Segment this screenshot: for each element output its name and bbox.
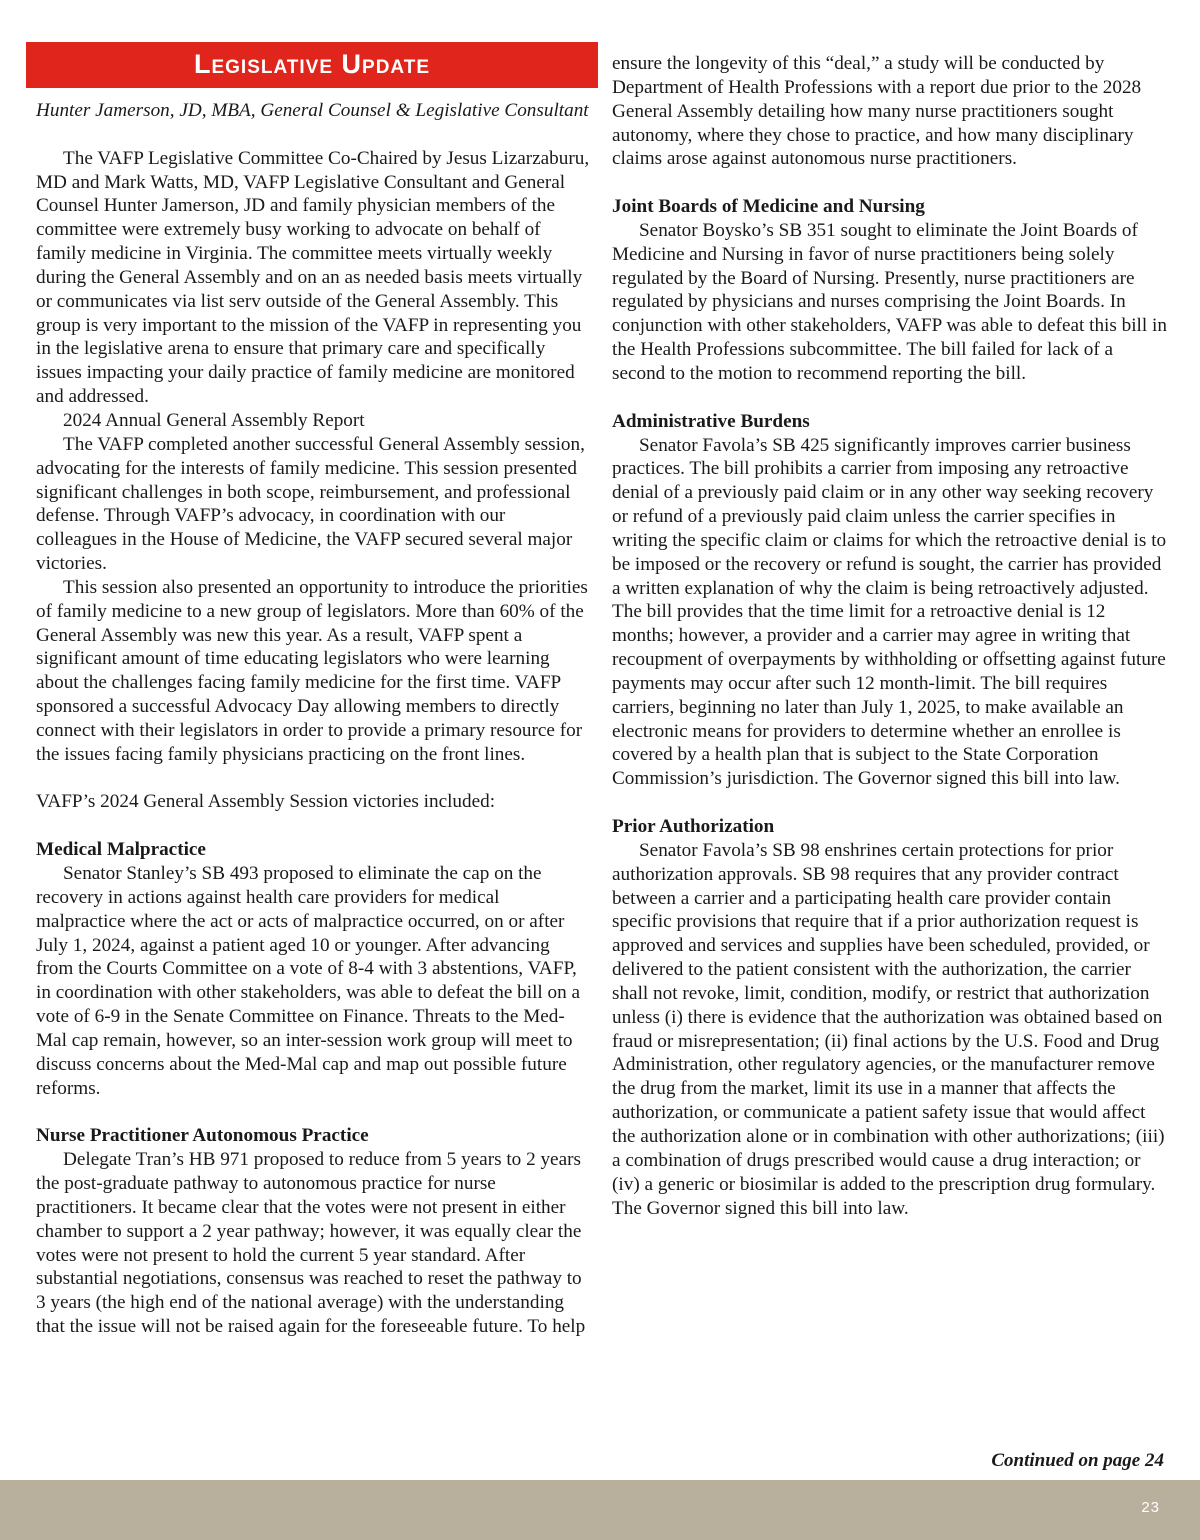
report-title: 2024 Annual General Assembly Report [63, 409, 365, 431]
heading-prior-authorization: Prior Authorization [612, 816, 775, 837]
victories-intro: VAFP’s 2024 General Assembly Session victories included: [36, 791, 496, 813]
heading-joint-boards: Joint Boards of Medicine and Nursing [612, 196, 925, 218]
nurse-practitioner-body-continued: ensure the longevity of this “deal,” a study will be conducted by Department of Health Professions with a report due prior to the 2028 General Assembly detailing how many nurse practitioners sought autonomy, where they chose to practice, and how many disciplinary claims arose against autonomous nurse practitioners. [612, 53, 1142, 170]
malpractice-body: Senator Stanley’s SB 493 proposed to eliminate the cap on the recovery in actions against health care providers for medical malpractice where the act or acts of malpractice occurred, on or after July 1, 2024, against a patient aged 10 or younger. After advancing from the Courts Committee on a vote of 8-4 with 3 abstentions, VAFP, in coordination with other stakeholders, was able to defeat the bill on a vote of 6-9 in the Senate Committee on Finance. Threats to the Med-Mal cap remain, however, so an inter-session work group will meet to discuss concerns about the Med-Mal cap and map out possible future reforms. [36, 863, 581, 1099]
session-paragraph: The VAFP completed another successful General Assembly session, advocating for the interests of family medicine. This session presented significant challenges in both scope, reimbursement, and professional defense. Through VAFP’s advocacy, in coordination with our colleagues in the House of Medicine, the VAFP secured several major victories. [36, 433, 585, 575]
right-column [612, 52, 1167, 1220]
nurse-practitioner-body: Delegate Tran’s HB 971 proposed to reduce from 5 years to 2 years the post-graduate pathway to autonomous practice for nurse practitioners. It became clear that the votes were not present in either chamber to support a 2 year pathway; however, it was equally clear the votes were not present to hold the current 5 year standard. After substantial negotiations, consensus was reached to reset the pathway to 3 years (the high end of the national average) with the understanding that the issue will not be raised again for the foreseeable future. To help [36, 1149, 586, 1338]
page-number: 23 [1141, 1499, 1160, 1516]
page-footer [0, 1480, 1200, 1540]
heading-administrative-burdens: Administrative Burdens [612, 410, 810, 432]
author-byline: Hunter Jamerson, JD, MBA, General Counsel & Legislative Consultant [36, 100, 589, 121]
section-banner: Legislative Update [26, 42, 598, 88]
administrative-burdens-body: Senator Favola’s SB 425 significantly improves carrier business practices. The bill prohibits a carrier from imposing any retroactive denial of a previously paid claim or in any other way seeking recovery or refund of a previously paid claim unless the carrier specifies in writing the specific claim or claims for which the retroactive denial is to be imposed or the recovery or refund is sought, the carrier has provided a written explanation of why the claim is being retroactively adjusted. The bill provides that the time limit for a retroactive denial is 12 months; however, a provider and a carrier may agree in writing that recoupment of overpayments by withholding or offsetting against future payments may occur after such 12 month-limit. The bill requires carriers, beginning no later than July 1, 2025, to make available an electronic means for providers to determine whether an enrollee is covered by a health plan that is subject to the State Corporation Commission’s jurisdiction. The Governor signed this bill into law. [612, 434, 1167, 790]
heading-nurse-practitioner: Nurse Practitioner Autonomous Practice [36, 1125, 369, 1147]
new-legislators-paragraph: This session also presented an opportunity to introduce the priorities of family medicine to a new group of legislators. More than 60% of the General Assembly was new this year. As a result, VAFP spent a significant amount of time educating legislators who were learning about the challenges facing family medicine for the first time. VAFP sponsored a successful Advocacy Day allowing members to directly connect with their legislators in order to provide a primary resource for the issues facing family physicians practicing on the front lines. [36, 576, 588, 765]
joint-boards-body: Senator Boysko’s SB 351 sought to eliminate the Joint Boards of Medicine and Nursing in favor of nurse practitioners being solely regulated by the Board of Nursing. Presently, nurse practitioners are regulated by physicians and nurses comprising the Joint Boards. In conjunction with other stakeholders, VAFP was able to defeat this bill in the Health Professions subcommittee. The bill failed for lack of a second to the motion to recommend reporting the bill. [612, 219, 1167, 384]
intro-paragraph: The VAFP Legislative Committee Co-Chaired by Jesus Lizarzaburu, MD and Mark Watts, MD, VAFP Legislative Consultant and General Counsel Hunter Jamerson, JD and family physician members of the committee were extremely busy working to advocate on behalf of family medicine in Virginia. The committee meets virtually weekly during the General Assembly and on an as needed basis meets virtually or communicates via list serv outside of the General Assembly. This group is very important to the mission of the VAFP in representing you in the legislative arena to ensure that primary care and specifically issues impacting your daily practice of family medicine are monitored and addressed. [36, 147, 590, 408]
prior-authorization-body: Senator Favola’s SB 98 enshrines certain protections for prior authorization approvals. SB 98 requires that any provider contract between a carrier and a participating health care provider contain specific provisions that require that if a prior authorization request is approved and services and supplies have been scheduled, provided, or delivered to the patient consistent with the authorization, the carrier shall not revoke, limit, condition, modify, or restrict that authorization unless (i) there is evidence that the authorization was obtained based on fraud or misrepresentation; (ii) final actions by the U.S. Food and Drug Administration, other regulatory agencies, or the manufacturer remove the drug from the market, limit its use in a manner that affects the authorization, or communicate a patient safety issue that would affect the authorization alone or in combination with other authorizations; (iii) a combination of drugs prescribed would cause a drug interaction; or (iv) a generic or biosimilar is added to the prescription drug formulary. The Governor signed this bill into law. [612, 839, 1165, 1219]
continued-on-link[interactable]: Continued on page 24 [991, 1450, 1164, 1471]
left-column [36, 42, 590, 1339]
heading-medical-malpractice: Medical Malpractice [36, 839, 206, 861]
